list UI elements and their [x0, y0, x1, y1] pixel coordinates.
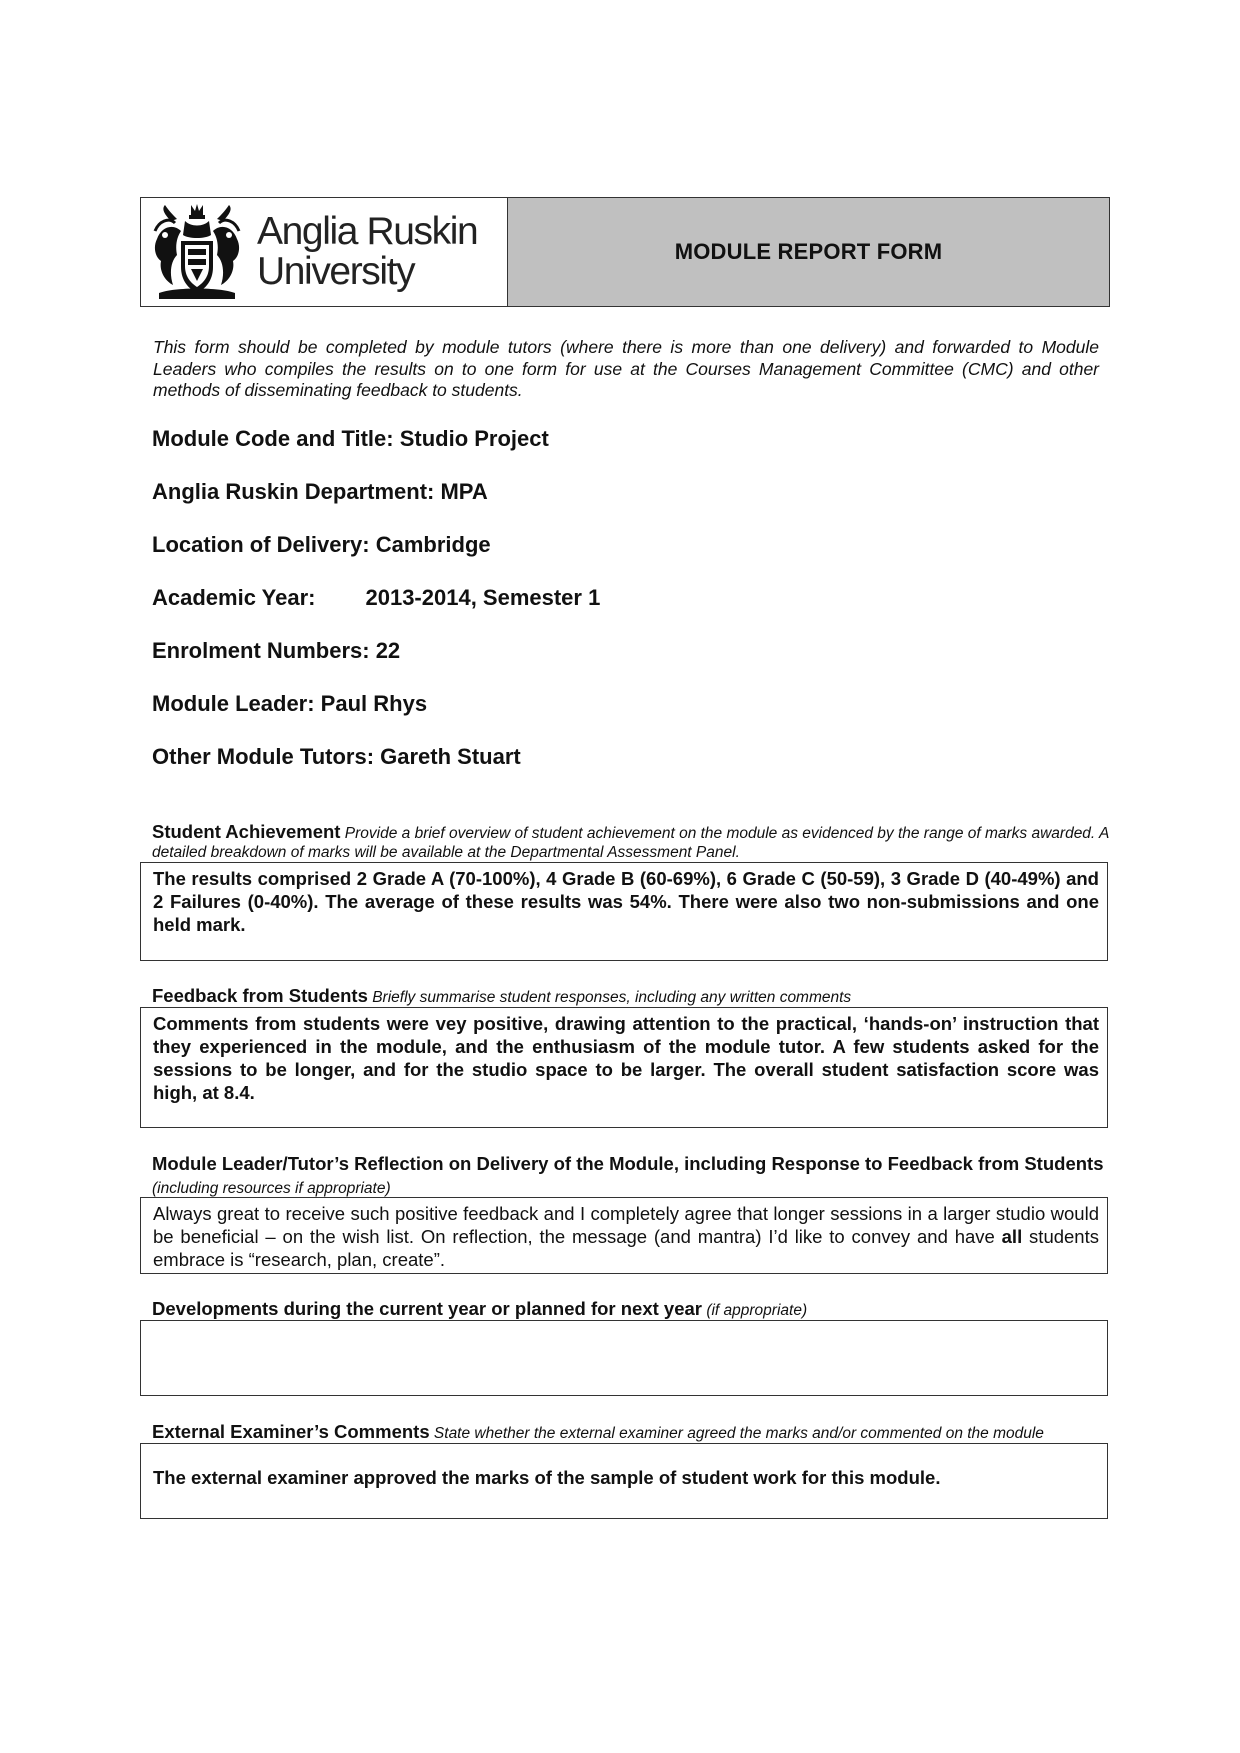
reflection-box[interactable] [140, 1197, 1108, 1274]
feedback-heading [152, 986, 1112, 1007]
form-header [140, 197, 1110, 307]
academic-year-label: Academic Year: [152, 585, 316, 610]
department: Anglia Ruskin Department: MPA [152, 479, 488, 504]
reflection-text-before: Always great to receive such positive feedback and I completely agree that longer sessions in a larger studio would be beneficial – on the wish list. On reflection, the message (and mantra) I’d like to convey and have [153, 1203, 1099, 1247]
academic-year [152, 585, 600, 611]
reflection-text-after: students embrace is “research, plan, create”. [153, 1226, 1099, 1270]
location-of-delivery: Location of Delivery: Cambridge [152, 532, 491, 557]
reflection-heading [152, 1152, 1112, 1200]
achievement-heading [152, 822, 1112, 862]
university-wordmark [257, 212, 477, 292]
intro-instructions: This form should be completed by module tutors (where there is more than one delivery) and forwarded to Module Leaders who compiles the results on to one form for use at the Courses Management Committee (CMC) and other methods of disseminating feedback to students. [153, 337, 1099, 400]
reflection-text [153, 1202, 1099, 1271]
enrolment-numbers: Enrolment Numbers: 22 [152, 638, 401, 663]
logo-line-2: University [257, 250, 415, 293]
examiner-instruction: State whether the external examiner agreed the marks and/or commented on the module [433, 1425, 1044, 1442]
achievement-text: The results comprised 2 Grade A (70-100%), 4 Grade B (60-69%), 6 Grade C (50-59), 3 Grade D (40-49%) and 2 Failures (0-40%). The average of these results was 54%. There were also two non-submissions and one held mark. [153, 868, 1099, 935]
other-module-tutors: Other Module Tutors: Gareth Stuart [152, 744, 521, 769]
university-crest-icon [151, 201, 243, 303]
examiner-text: The external examiner approved the marks of the sample of student work for this module. [153, 1467, 941, 1488]
module-code-title: Module Code and Title: Studio Project [152, 426, 549, 451]
logo-line-1: Anglia Ruskin [257, 210, 478, 253]
university-logo [141, 198, 508, 306]
reflection-instruction: (including resources if appropriate) [152, 1180, 391, 1197]
developments-box[interactable] [140, 1320, 1108, 1396]
module-leader: Module Leader: Paul Rhys [152, 691, 428, 716]
developments-heading [152, 1299, 1112, 1320]
achievement-box[interactable] [140, 862, 1108, 961]
achievement-instruction: Provide a brief overview of student achievement on the module as evidenced by the range of marks awarded. A detailed breakdown of marks will be available at the Departmental Assessment Panel. [152, 825, 1109, 861]
feedback-text: Comments from students were vey positive, drawing attention to the practical, ‘hands-on’ instruction that they experienced in the module, and the enthusiasm of the module tutor. A few students asked for the sessions to be longer, and for the studio space to be larger. The overall student satisfaction score was high, at 8.4. [153, 1013, 1099, 1103]
reflection-title: Module Leader/Tutor’s Reflection on Delivery of the Module, including Response to Feedback from Students [152, 1153, 1104, 1174]
academic-year-value: 2013-2014, Semester 1 [365, 585, 601, 610]
feedback-box[interactable] [140, 1007, 1108, 1128]
achievement-title: Student Achievement [152, 821, 341, 842]
examiner-box[interactable] [140, 1443, 1108, 1519]
feedback-instruction: Briefly summarise student responses, including any written comments [372, 989, 852, 1006]
feedback-title: Feedback from Students [152, 985, 368, 1006]
examiner-title: External Examiner’s Comments [152, 1421, 430, 1442]
reflection-text-emphasis: all [1001, 1226, 1023, 1247]
examiner-heading [152, 1422, 1112, 1443]
developments-instruction: (if appropriate) [706, 1302, 808, 1319]
developments-title: Developments during the current year or planned for next year [152, 1298, 702, 1319]
form-title: MODULE REPORT FORM [508, 198, 1109, 306]
